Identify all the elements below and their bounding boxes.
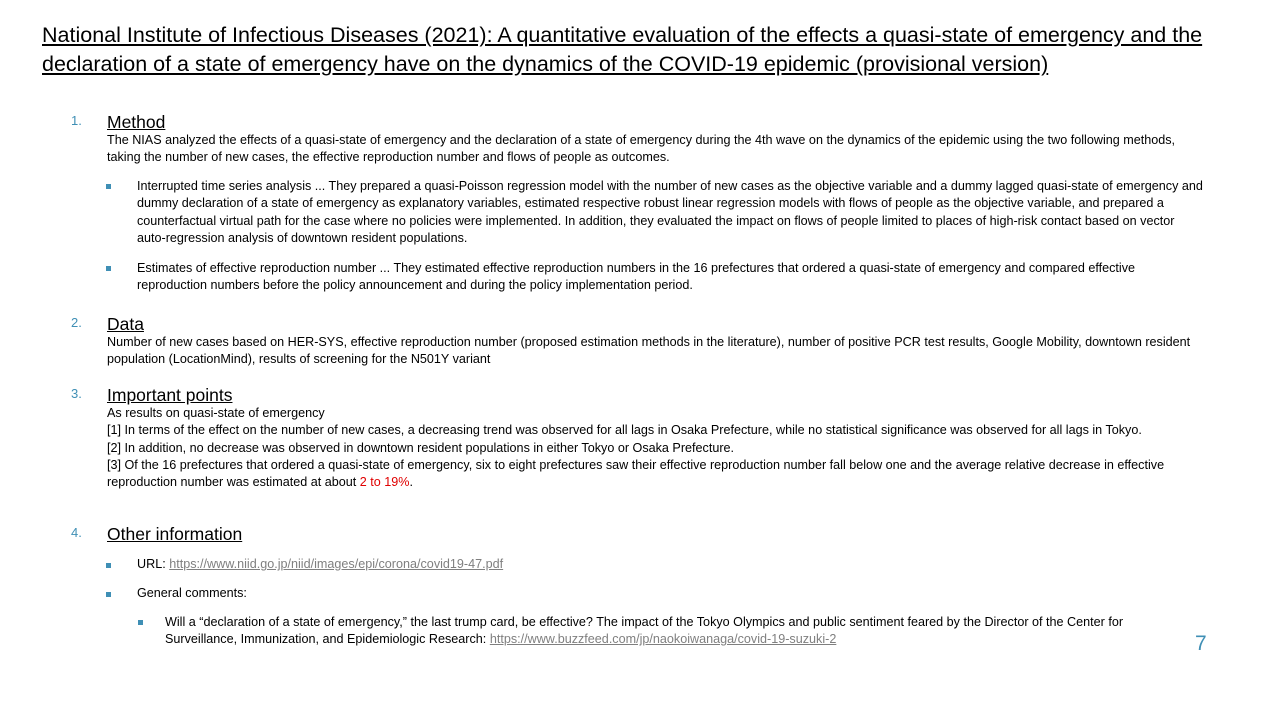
section-number: 3. <box>71 386 82 401</box>
section-number: 4. <box>71 525 82 540</box>
point-1: [1] In terms of the effect on the number of new cases, a decreasing trend was observed for all lags in Osaka Prefecture, while no statistical significance was observed for all lags in Tokyo. <box>107 423 1142 438</box>
section-heading: Data <box>107 314 144 334</box>
highlighted-value: 2 to 19% <box>359 475 410 490</box>
general-comment-item: Will a “declaration of a state of emergency,” the last trump card, be effective? The impact of the Tokyo Olympics and public sentiment feared by the Director of the Center for Surveillance, Immunization, and Epidemiologic Research: https://www.buzzfeed.com/jp/naokoiwanaga/covid-19-suzuki-2 <box>165 615 1124 647</box>
section-heading: Method <box>107 112 166 132</box>
points-intro: As results on quasi-state of emergency <box>107 406 325 420</box>
bullet-marker <box>106 184 111 189</box>
report-url-link[interactable]: https://www.niid.go.jp/niid/images/epi/corona/covid19-47.pdf <box>169 557 504 571</box>
important-points-text <box>107 405 1203 491</box>
section-heading: Other information <box>107 524 243 544</box>
buzzfeed-article-link[interactable]: https://www.buzzfeed.com/jp/naokoiwanaga/covid-19-suzuki-2 <box>489 632 837 647</box>
point-2: [2] In addition, no decrease was observed in downtown resident populations in either Tokyo or Osaka Prefecture. <box>107 440 735 455</box>
general-comments-label: General comments: <box>137 586 247 600</box>
point-3: [3] Of the 16 prefectures that ordered a quasi-state of emergency, six to eight prefectures saw their effective reproduction number fall below one and the average relative decrease in effective reproduction number was estimated at about 2 to 19%. <box>107 457 1165 490</box>
section-number: 1. <box>71 113 82 128</box>
bullet-marker <box>106 563 111 568</box>
section-heading: Important points <box>107 385 233 405</box>
method-bullet-time-series: Interrupted time series analysis ... They prepared a quasi-Poisson regression model with the number of new cases as the objective variable and a dummy lagged quasi-state of emergency and dummy declaration of a state of emergency as explanatory variables, estimated respective robust linear regression models with flows of people as the objective variable, and prepared a counterfactual virtual path for the case where no policies were implemented. In addition, they evaluated the impact on flows of people limited to places of high-risk contact based on vector auto-regression analysis of downtown resident populations. <box>137 179 1203 245</box>
method-intro: The NIAS analyzed the effects of a quasi-state of emergency and the declaration of a state of emergency during the 4th wave on the dynamics of the epidemic using the two following methods, taking the number of new cases, the effective reproduction number and flows of people as outcomes. <box>107 133 1176 165</box>
page-number: 7 <box>1195 632 1207 655</box>
bullet-marker <box>106 266 111 271</box>
data-description: Number of new cases based on HER-SYS, effective reproduction number (proposed estimation methods in the literature), number of positive PCR test results, Google Mobility, downtown resident population (LocationMind), results of screening for the N501Y variant <box>107 335 1191 367</box>
method-bullet-reproduction: Estimates of effective reproduction number ... They estimated effective reproduction numbers in the 16 prefectures that ordered a quasi-state of emergency and compared effective reproduction numbers before the policy announcement and during the policy implementation period. <box>137 261 1136 293</box>
sub-bullet-marker <box>138 620 143 625</box>
url-bullet: URL: https://www.niid.go.jp/niid/images/epi/corona/covid19-47.pdf <box>137 557 504 571</box>
section-number: 2. <box>71 315 82 330</box>
bullet-marker <box>106 592 111 597</box>
slide-title: National Institute of Infectious Diseases (2021): A quantitative evaluation of the effects a quasi-state of emergency and the declaration of a state of emergency have on the dynamics of the COVID-19 epidemic (provisional version) <box>42 23 1203 76</box>
